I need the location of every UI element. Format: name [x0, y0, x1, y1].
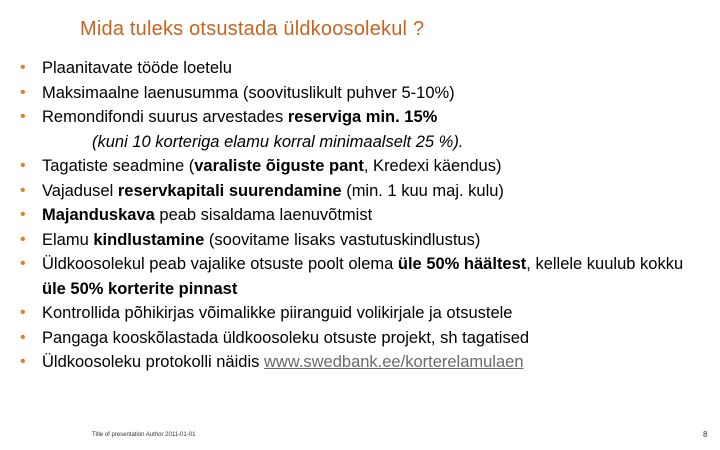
- emphasis-text: Majanduskava: [42, 206, 155, 224]
- list-item: [20, 105, 710, 130]
- emphasis-text: üle 50% korterite pinnast: [42, 279, 238, 298]
- emphasis-text: reserviga min. 15%: [287, 108, 438, 126]
- bullet-list: [20, 56, 710, 375]
- bullet-icon: •: [20, 59, 26, 76]
- bullet-icon: •: [20, 157, 26, 174]
- text-run: Maksimaalne laenusumma (soovituslikult puhver 5-10%): [42, 83, 455, 102]
- protocol-sample-link[interactable]: www.swedbank.ee/korterelamulaen: [263, 353, 524, 371]
- text-run: Vajadusel: [42, 181, 118, 200]
- emphasis-text: reservkapitali suurendamine: [117, 181, 342, 200]
- text-run: Tagatiste seadmine (: [42, 157, 195, 175]
- list-item-text: [42, 228, 710, 253]
- list-item-text: [42, 81, 710, 106]
- list-item: [20, 301, 710, 326]
- text-run: peab sisaldama laenuvõtmist: [154, 206, 373, 224]
- list-item-text: [42, 56, 710, 81]
- list-item: [20, 228, 710, 253]
- bullet-icon: •: [20, 353, 26, 370]
- bullet-icon: •: [20, 255, 26, 272]
- page-number: 8: [703, 430, 708, 439]
- emphasis-text: varaliste õiguste pant: [194, 157, 364, 175]
- list-item: [20, 154, 710, 179]
- text-run: , kellele kuulub kokku: [526, 255, 684, 273]
- list-item-text: [42, 252, 710, 301]
- list-item-text: [42, 350, 710, 375]
- list-item-text: [42, 326, 710, 351]
- list-item-text: [42, 154, 710, 179]
- emphasis-text: üle 50% häältest: [397, 255, 527, 273]
- list-item-text: [42, 301, 710, 326]
- list-item-text: [42, 203, 710, 228]
- text-run: Remondifondi suurus arvestades: [42, 108, 288, 126]
- bullet-icon: •: [20, 181, 26, 199]
- text-run: Plaanitavate tööde loetelu: [42, 59, 232, 77]
- text-run: (min. 1 kuu maj. kulu): [341, 181, 504, 200]
- list-item: [20, 326, 710, 351]
- text-run: Kontrollida põhikirjas võimalikke piiranguid volikirjale ja otsustele: [42, 304, 513, 322]
- footer-presentation-info: Title of presentation Author 2011-01-01: [92, 432, 196, 438]
- bullet-icon: •: [20, 304, 26, 321]
- bullet-icon: •: [20, 83, 26, 101]
- bullet-icon: •: [20, 328, 26, 346]
- list-item: [20, 81, 710, 106]
- text-run: Pangaga kooskõlastada üldkoosoleku otsuste projekt, sh tagatised: [42, 328, 530, 347]
- text-run: , Kredexi käendus): [363, 157, 502, 175]
- emphasis-text: kindlustamine: [93, 230, 205, 249]
- text-run: Üldkoosolekul peab vajalike otsuste poolt olema: [42, 255, 398, 273]
- bullet-icon: •: [20, 206, 26, 223]
- bullet-icon: •: [20, 108, 26, 125]
- list-item-subnote: (kuni 10 korteriga elamu korral minimaalselt 25 %).: [92, 132, 464, 151]
- list-item-text: [42, 179, 710, 204]
- bullet-icon: •: [20, 230, 26, 248]
- list-item: [20, 350, 710, 375]
- list-item: [20, 56, 710, 81]
- list-item: [20, 252, 710, 301]
- list-item: [20, 203, 710, 228]
- list-item: [20, 179, 710, 204]
- list-item-text: [42, 105, 710, 130]
- slide-title: Mida tuleks otsustada üldkoosolekul ?: [80, 18, 425, 40]
- text-run: (soovitame lisaks vastutuskindlustus): [204, 230, 481, 249]
- text-run: Üldkoosoleku protokolli näidis: [42, 353, 264, 371]
- text-run: Elamu: [42, 230, 94, 249]
